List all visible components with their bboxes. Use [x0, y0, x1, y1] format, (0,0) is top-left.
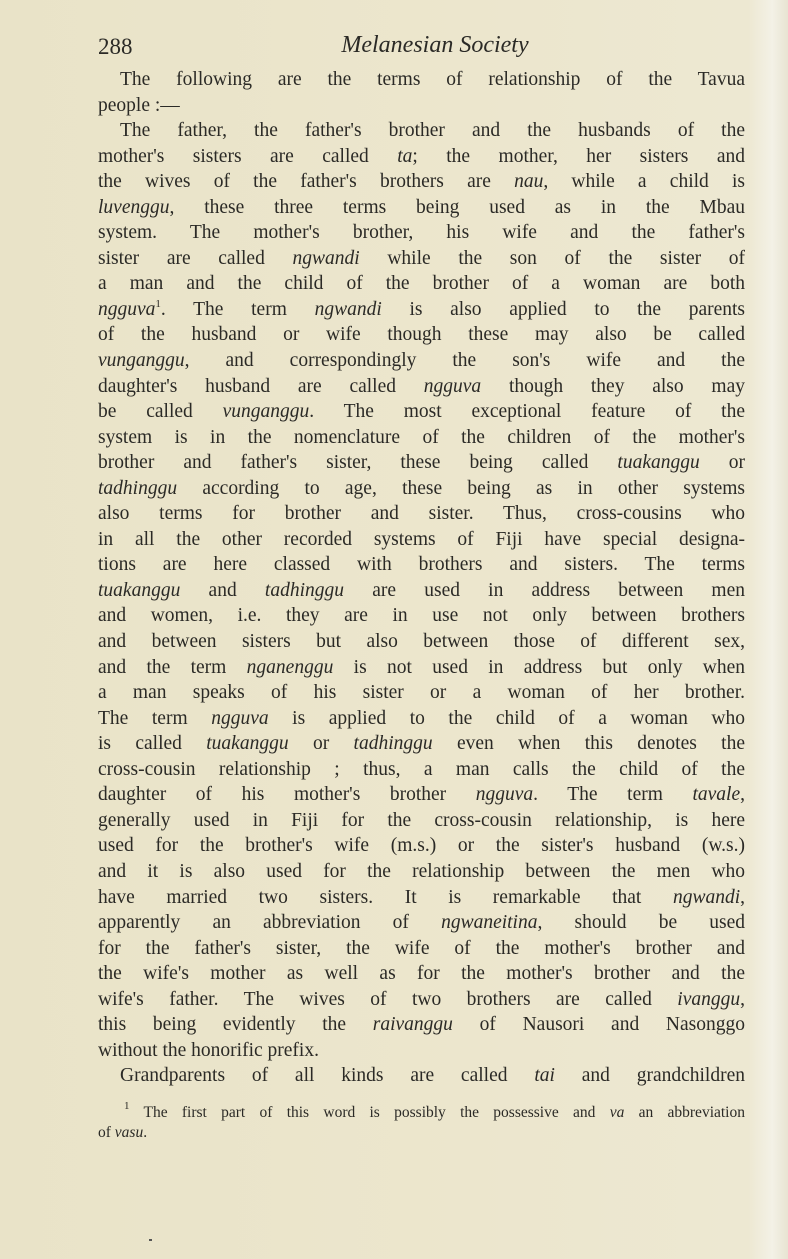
italic-term: tuakanggu [617, 452, 700, 474]
running-title: Melanesian Society [341, 32, 529, 58]
text-line [98, 501, 745, 527]
text-run: of the husband or wife though these may also be called [98, 324, 745, 346]
italic-term: luvenggu [98, 196, 170, 218]
text-run: used for the brother's wife (m.s.) or the sister's husband (w.s.) [98, 835, 745, 857]
text-run: the wife's mother as well as for the mother's brother and the [98, 963, 745, 985]
text-run: in all the other recorded systems of Fiji have special designa- [98, 528, 745, 550]
text-line [98, 885, 745, 911]
text-run: system. The mother's brother, his wife and the father's [98, 222, 745, 244]
text-run: The father, the father's brother and the husbands of the [120, 120, 745, 142]
italic-term: tadhinggu [353, 733, 433, 755]
text-line [98, 169, 745, 195]
italic-term: vunganggu [98, 350, 185, 372]
italic-term: ngwandi [292, 247, 360, 269]
text-run: while the son of the sister of [359, 247, 745, 269]
italic-term: ivanggu [677, 988, 741, 1010]
text-line [98, 195, 745, 221]
italic-term: nau [514, 171, 544, 193]
text-run: and women, i.e. they are in use not only between brothers [98, 605, 745, 627]
text-line [98, 961, 745, 987]
text-line [98, 1012, 745, 1038]
italic-term: ngguva [211, 707, 269, 729]
text-line [98, 476, 745, 502]
text-run: cross-cousin relationship ; thus, a man calls the child of the [98, 758, 745, 780]
italic-term: tadhinggu [264, 579, 344, 601]
text-line [98, 808, 745, 834]
text-run: generally used in Fiji for the cross-cousin relationship, is here [98, 809, 745, 831]
text-run: tions are here classed with brothers and sisters. The terms [98, 554, 745, 576]
text-line [98, 910, 745, 936]
text-run: , should be used [537, 912, 746, 934]
italic-term: vunganggu [222, 401, 310, 423]
text-run: is called [98, 733, 207, 755]
italic-term: ngguva [423, 375, 482, 397]
italic-term: ngwandi [672, 886, 741, 908]
italic-term: tuakanggu [98, 579, 181, 601]
text-run: people :— [98, 94, 180, 116]
text-line [98, 731, 745, 757]
text-run: though they also may [481, 375, 745, 397]
text-line [98, 322, 745, 348]
text-run: an abbreviation [624, 1104, 745, 1121]
text-line [98, 1063, 745, 1089]
text-run: The following are the terms of relationship of the Tavua [120, 69, 745, 90]
italic-term: tadhinggu [98, 477, 178, 499]
text-run: of [98, 1124, 115, 1141]
text-run: and [180, 579, 265, 601]
text-run: . The term [160, 298, 315, 320]
text-run: . [143, 1124, 148, 1141]
italic-term: ngguva [98, 298, 156, 320]
text-run: wife's father. The wives of two brothers are called [98, 988, 678, 1010]
italic-term: nganenggu [246, 656, 334, 678]
text-line [98, 859, 745, 885]
italic-term: va [609, 1104, 625, 1121]
footnote-ref: 1 [124, 1100, 130, 1112]
text-line [98, 706, 745, 732]
text-run: a man and the child of the brother of a woman are both [98, 273, 745, 295]
text-run: this being evidently the [98, 1014, 373, 1036]
italic-term: ngwandi [314, 298, 382, 320]
text-line [98, 67, 745, 93]
text-run: or [699, 452, 746, 474]
text-run: , [740, 988, 745, 1010]
text-line [98, 246, 745, 272]
text-line [98, 1100, 745, 1123]
text-run: mother's sisters are called [98, 145, 398, 167]
text-line [98, 297, 745, 323]
text-run: have married two sisters. It is remarkable that [98, 886, 673, 908]
text-run: Grandparents of all kinds are called [120, 1065, 535, 1087]
text-run: according to age, these being as in other systems [177, 477, 745, 499]
text-line [98, 399, 745, 425]
text-line [98, 93, 745, 119]
text-line [98, 144, 745, 170]
text-run: daughter of his mother's brother [98, 784, 476, 806]
text-line [98, 425, 745, 451]
text-line [98, 629, 745, 655]
text-run: or [288, 733, 354, 755]
text-run: . The term [533, 784, 693, 806]
text-run: , while a child is [543, 171, 745, 193]
text-run: be called [98, 401, 223, 423]
text-run: daughter's husband are called [98, 375, 424, 397]
italic-term: ngwaneitina [441, 912, 538, 934]
text-run: brother and father's sister, these being called [98, 452, 618, 474]
text-line [98, 450, 745, 476]
text-run: is applied to the child of a woman who [268, 707, 745, 729]
text-run: sister are called [98, 247, 293, 269]
text-line [98, 833, 745, 859]
text-run: ; the mother, her sisters and [412, 145, 745, 167]
text-run: The first part of this word is possibly the possessive and [129, 1104, 610, 1121]
italic-term: tai [534, 1065, 555, 1087]
text-line [98, 374, 745, 400]
italic-term: ngguva [475, 784, 534, 806]
text-run: The term [98, 707, 212, 729]
italic-term: raivanggu [372, 1014, 453, 1036]
text-run: even when this denotes the [432, 733, 745, 755]
text-line [98, 655, 745, 681]
text-run: for the father's sister, the wife of the mother's brother and [98, 937, 745, 959]
text-run: are used in address between men [344, 579, 745, 601]
text-run: apparently an abbreviation of [98, 912, 442, 934]
text-run: . The most exceptional feature of the [309, 401, 745, 423]
text-line [98, 220, 745, 246]
text-line [98, 578, 745, 604]
italic-term: vasu [114, 1124, 144, 1141]
text-line [98, 118, 745, 144]
text-line [98, 527, 745, 553]
text-run: the wives of the father's brothers are [98, 171, 515, 193]
text-run: without the honorific prefix. [98, 1039, 319, 1061]
footnote-ref: 1 [155, 297, 161, 310]
text-line [98, 987, 745, 1013]
text-run: system is in the nomenclature of the children of the mother's [98, 426, 745, 448]
text-run: and it is also used for the relationship between the men who [98, 860, 745, 882]
text-line [98, 680, 745, 706]
text-line [98, 1123, 745, 1143]
text-run: and the term [98, 656, 247, 678]
text-run: also terms for brother and sister. Thus, cross-cousins who [98, 503, 745, 525]
page-number: 288 [98, 34, 133, 59]
italic-term: ta [397, 145, 413, 167]
text-run: of Nausori and Nasonggo [452, 1014, 745, 1036]
text-run: , [740, 784, 745, 806]
footnote [98, 1100, 745, 1143]
italic-term: tuakanggu [206, 733, 289, 755]
text-line [98, 757, 745, 783]
text-run: , and correspondingly the son's wife and the [184, 350, 745, 372]
text-line [98, 782, 745, 808]
italic-term: tavale [692, 784, 741, 806]
text-run: and between sisters but also between those of different sex, [98, 631, 745, 653]
text-run: is also applied to the parents [381, 298, 745, 320]
text-line [98, 936, 745, 962]
ink-speck [149, 1239, 152, 1241]
body-text [98, 67, 745, 1089]
text-line [98, 348, 745, 374]
text-run: a man speaks of his sister or a woman of her brother. [98, 682, 745, 704]
text-run: and grandchildren [554, 1065, 745, 1087]
text-line [98, 603, 745, 629]
text-run: , these three terms being used as in the Mbau [169, 196, 745, 218]
text-run: is not used in address but only when [333, 656, 746, 678]
text-run: , [740, 886, 745, 908]
text-line [98, 1038, 745, 1064]
text-line [98, 552, 745, 578]
text-line [98, 271, 745, 297]
